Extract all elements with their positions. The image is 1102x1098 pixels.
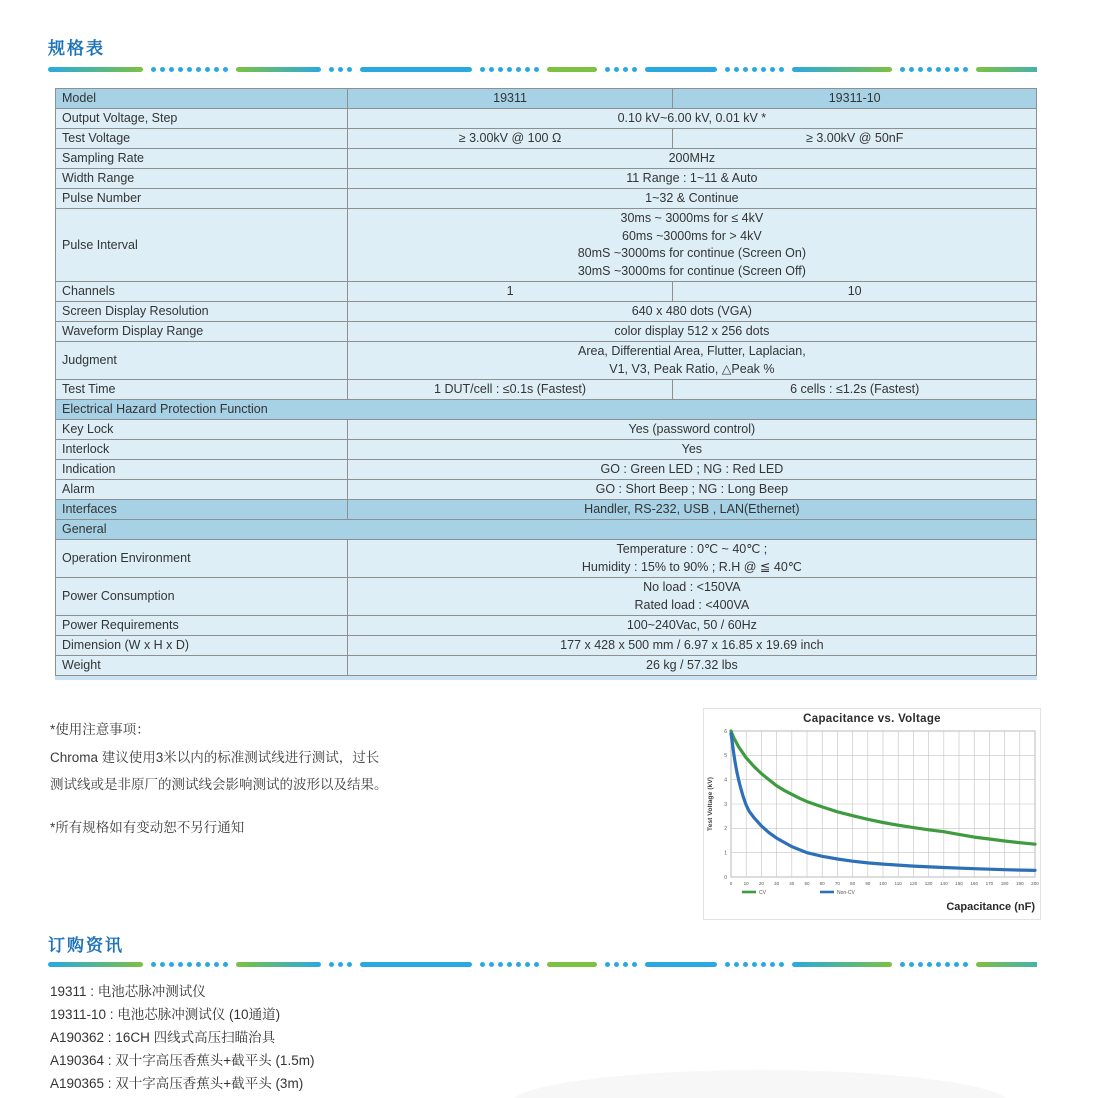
table-row bbox=[56, 189, 1037, 209]
table-row bbox=[56, 109, 1037, 129]
spec-label-cell: Dimension (W x H x D) bbox=[56, 636, 348, 656]
table-row bbox=[56, 149, 1037, 169]
spec-label-cell: Power Consumption bbox=[56, 578, 348, 616]
spec-value-cell: 200MHz bbox=[347, 149, 1036, 169]
spec-value-cell: 19311 bbox=[347, 89, 673, 109]
order-item: 19311 : 电池芯脉冲测试仪 bbox=[50, 984, 206, 999]
x-tick-label: 110 bbox=[894, 881, 902, 886]
spec-value-cell: 1 DUT/cell : ≤0.1s (Fastest) bbox=[347, 380, 673, 400]
divider-segment bbox=[792, 962, 892, 967]
spec-value-cell: 30ms ~ 3000ms for ≤ 4kV 60ms ~3000ms for > 4kV 80mS ~3000ms for continue (Screen On) 30mS ~3000ms for continue (Screen Off) bbox=[347, 209, 1036, 282]
table-row bbox=[56, 578, 1037, 616]
chart-y-axis-label: Test Voltage (kV) bbox=[707, 776, 714, 832]
divider-segment bbox=[976, 67, 1037, 72]
legend-label: Non-CV bbox=[837, 890, 855, 896]
spec-label-cell: Operation Environment bbox=[56, 540, 348, 578]
spec-value-cell: 10 bbox=[673, 282, 1037, 302]
divider-segment bbox=[360, 67, 472, 72]
divider-segment bbox=[547, 962, 597, 967]
spec-value-cell: 177 x 428 x 500 mm / 6.97 x 16.85 x 19.69 inch bbox=[347, 636, 1036, 656]
spec-label-cell: Test Time bbox=[56, 380, 348, 400]
table-row bbox=[56, 616, 1037, 636]
divider-segment bbox=[236, 962, 321, 967]
divider-dots bbox=[900, 962, 968, 967]
x-tick-label: 80 bbox=[850, 881, 856, 886]
spec-value-cell: GO : Green LED ; NG : Red LED bbox=[347, 460, 1036, 480]
spec-label-cell: Key Lock bbox=[56, 420, 348, 440]
divider-dots bbox=[480, 962, 539, 967]
spec-value-cell: Handler, RS-232, USB , LAN(Ethernet) bbox=[347, 500, 1036, 520]
table-row bbox=[56, 636, 1037, 656]
spec-label-cell: Judgment bbox=[56, 342, 348, 380]
x-tick-label: 190 bbox=[1015, 881, 1024, 886]
x-tick-label: 30 bbox=[774, 881, 780, 886]
divider-segment bbox=[645, 67, 717, 72]
spec-value-cell: GO : Short Beep ; NG : Long Beep bbox=[347, 480, 1036, 500]
spec-value-cell: ≥ 3.00kV @ 50nF bbox=[673, 129, 1037, 149]
divider-segment bbox=[236, 67, 321, 72]
usage-notes-title: *使用注意事项： bbox=[50, 722, 150, 737]
spec-value-cell: Area, Differential Area, Flutter, Laplacian, V1, V3, Peak Ratio, △Peak % bbox=[347, 342, 1036, 380]
table-row bbox=[56, 169, 1037, 189]
divider-segment bbox=[645, 962, 717, 967]
spec-label-cell: Interfaces bbox=[56, 500, 348, 520]
divider-dots bbox=[329, 962, 352, 967]
x-tick-label: 160 bbox=[970, 881, 979, 886]
table-row bbox=[56, 89, 1037, 109]
y-tick-label: 2 bbox=[724, 826, 727, 833]
spec-label-cell: Indication bbox=[56, 460, 348, 480]
y-tick-label: 1 bbox=[724, 850, 727, 857]
divider-segment bbox=[976, 962, 1037, 967]
spec-value-cell: Yes (password control) bbox=[347, 420, 1036, 440]
divider-segment bbox=[48, 962, 143, 967]
spec-table bbox=[55, 88, 1037, 676]
table-row bbox=[56, 380, 1037, 400]
divider-dots bbox=[605, 962, 637, 967]
decorative-divider bbox=[48, 66, 1037, 73]
chart-x-axis-label: Capacitance (nF) bbox=[946, 901, 1035, 913]
spec-label-cell: Pulse Number bbox=[56, 189, 348, 209]
spec-value-cell: 100~240Vac, 50 / 60Hz bbox=[347, 616, 1036, 636]
order-section-heading: 订购资讯 bbox=[48, 936, 124, 955]
spec-value-cell: 0.10 kV~6.00 kV, 0.01 kV * bbox=[347, 109, 1036, 129]
spec-value-cell: Temperature : 0℃ ~ 40℃ ; Humidity : 15% to 90% ; R.H @ ≦ 40℃ bbox=[347, 540, 1036, 578]
ordering-info-list bbox=[50, 980, 314, 1095]
x-tick-label: 60 bbox=[819, 881, 825, 886]
spec-label-cell: Pulse Interval bbox=[56, 209, 348, 282]
spec-label-cell: Width Range bbox=[56, 169, 348, 189]
table-row bbox=[56, 282, 1037, 302]
divider-dots bbox=[151, 962, 228, 967]
spec-label-cell: Power Requirements bbox=[56, 616, 348, 636]
table-row bbox=[56, 322, 1037, 342]
spec-value-cell: 6 cells : ≤1.2s (Fastest) bbox=[673, 380, 1037, 400]
section-header-cell: Electrical Hazard Protection Function bbox=[56, 400, 1037, 420]
x-tick-label: 10 bbox=[743, 881, 749, 886]
spec-value-cell: 11 Range : 1~11 & Auto bbox=[347, 169, 1036, 189]
spec-label-cell: Test Voltage bbox=[56, 129, 348, 149]
order-item: 19311-10 : 电池芯脉冲测试仪 (10通道) bbox=[50, 1007, 281, 1022]
spec-section-heading: 规格表 bbox=[48, 39, 105, 58]
x-tick-label: 50 bbox=[804, 881, 810, 886]
divider-segment bbox=[48, 67, 143, 72]
x-tick-label: 70 bbox=[834, 881, 840, 886]
order-item: A190364 : 双十字高压香蕉头+截平头 (1.5m) bbox=[50, 1053, 315, 1068]
x-tick-label: 130 bbox=[924, 881, 933, 886]
x-tick-label: 100 bbox=[879, 881, 887, 886]
x-tick-label: 170 bbox=[985, 881, 994, 886]
spec-label-cell: Alarm bbox=[56, 480, 348, 500]
spec-label-cell: Screen Display Resolution bbox=[56, 302, 348, 322]
spec-value-cell: 1 bbox=[347, 282, 673, 302]
x-tick-label: 200 bbox=[1031, 881, 1039, 886]
y-tick-label: 4 bbox=[724, 777, 727, 784]
legend-label: CV bbox=[759, 890, 766, 896]
x-tick-label: 120 bbox=[909, 881, 918, 886]
spec-label-cell: Sampling Rate bbox=[56, 149, 348, 169]
spec-value-cell: 1~32 & Continue bbox=[347, 189, 1036, 209]
table-row bbox=[56, 480, 1037, 500]
spec-value-cell: ≥ 3.00kV @ 100 Ω bbox=[347, 129, 673, 149]
spec-label-cell: Output Voltage, Step bbox=[56, 109, 348, 129]
divider-dots bbox=[151, 67, 228, 72]
table-row bbox=[56, 540, 1037, 578]
table-row bbox=[56, 342, 1037, 380]
spec-label-cell: Channels bbox=[56, 282, 348, 302]
section-header-cell: General bbox=[56, 520, 1037, 540]
chart-plot bbox=[704, 727, 1040, 899]
table-row bbox=[56, 420, 1037, 440]
divider-segment bbox=[792, 67, 892, 72]
divider-dots bbox=[725, 962, 784, 967]
table-row bbox=[56, 400, 1037, 420]
spec-value-cell: Yes bbox=[347, 440, 1036, 460]
table-row bbox=[56, 460, 1037, 480]
divider-dots bbox=[900, 67, 968, 72]
x-tick-label: 140 bbox=[939, 881, 948, 886]
divider-segment bbox=[547, 67, 597, 72]
divider-dots bbox=[725, 67, 784, 72]
spec-value-cell: 640 x 480 dots (VGA) bbox=[347, 302, 1036, 322]
table-row bbox=[56, 500, 1037, 520]
table-row bbox=[56, 440, 1037, 460]
usage-notes-body: Chroma 建议使用3米以内的标准测试线进行测试，过长 测试线或是非原厂的测试线会影响测试的波形以及结果。 bbox=[50, 750, 388, 792]
x-tick-label: 180 bbox=[1000, 881, 1009, 886]
spec-label-cell: Waveform Display Range bbox=[56, 322, 348, 342]
cutoff-image-fragment bbox=[510, 1070, 1010, 1098]
spec-label-cell: Weight bbox=[56, 656, 348, 676]
spec-value-cell: color display 512 x 256 dots bbox=[347, 322, 1036, 342]
chart-title: Capacitance vs. Voltage bbox=[803, 713, 941, 725]
table-row bbox=[56, 209, 1037, 282]
order-item: A190365 : 双十字高压香蕉头+截平头 (3m) bbox=[50, 1076, 304, 1091]
y-tick-label: 5 bbox=[724, 753, 727, 760]
divider-segment bbox=[360, 962, 472, 967]
decorative-divider bbox=[48, 961, 1037, 968]
capacitance-voltage-chart bbox=[703, 708, 1041, 920]
divider-dots bbox=[605, 67, 637, 72]
spec-value-cell: 19311-10 bbox=[673, 89, 1037, 109]
table-row bbox=[56, 656, 1037, 676]
divider-dots bbox=[329, 67, 352, 72]
usage-notes bbox=[50, 716, 388, 841]
divider-dots bbox=[480, 67, 539, 72]
y-tick-label: 0 bbox=[724, 874, 727, 881]
y-tick-label: 6 bbox=[724, 728, 727, 735]
x-tick-label: 90 bbox=[865, 881, 871, 886]
y-tick-label: 3 bbox=[724, 801, 727, 808]
x-tick-label: 40 bbox=[789, 881, 795, 886]
x-tick-label: 20 bbox=[758, 881, 764, 886]
table-row bbox=[56, 129, 1037, 149]
spec-value-cell: No load : <150VA Rated load : <400VA bbox=[347, 578, 1036, 616]
order-item: A190362 : 16CH 四线式高压扫瞄治具 bbox=[50, 1030, 276, 1045]
table-row bbox=[56, 302, 1037, 322]
x-tick-label: 0 bbox=[729, 881, 733, 886]
spec-disclaimer: *所有规格如有变动恕不另行通知 bbox=[50, 820, 245, 835]
spec-label-cell: Model bbox=[56, 89, 348, 109]
table-row bbox=[56, 520, 1037, 540]
x-tick-label: 150 bbox=[955, 881, 963, 886]
spec-value-cell: 26 kg / 57.32 lbs bbox=[347, 656, 1036, 676]
spec-label-cell: Interlock bbox=[56, 440, 348, 460]
